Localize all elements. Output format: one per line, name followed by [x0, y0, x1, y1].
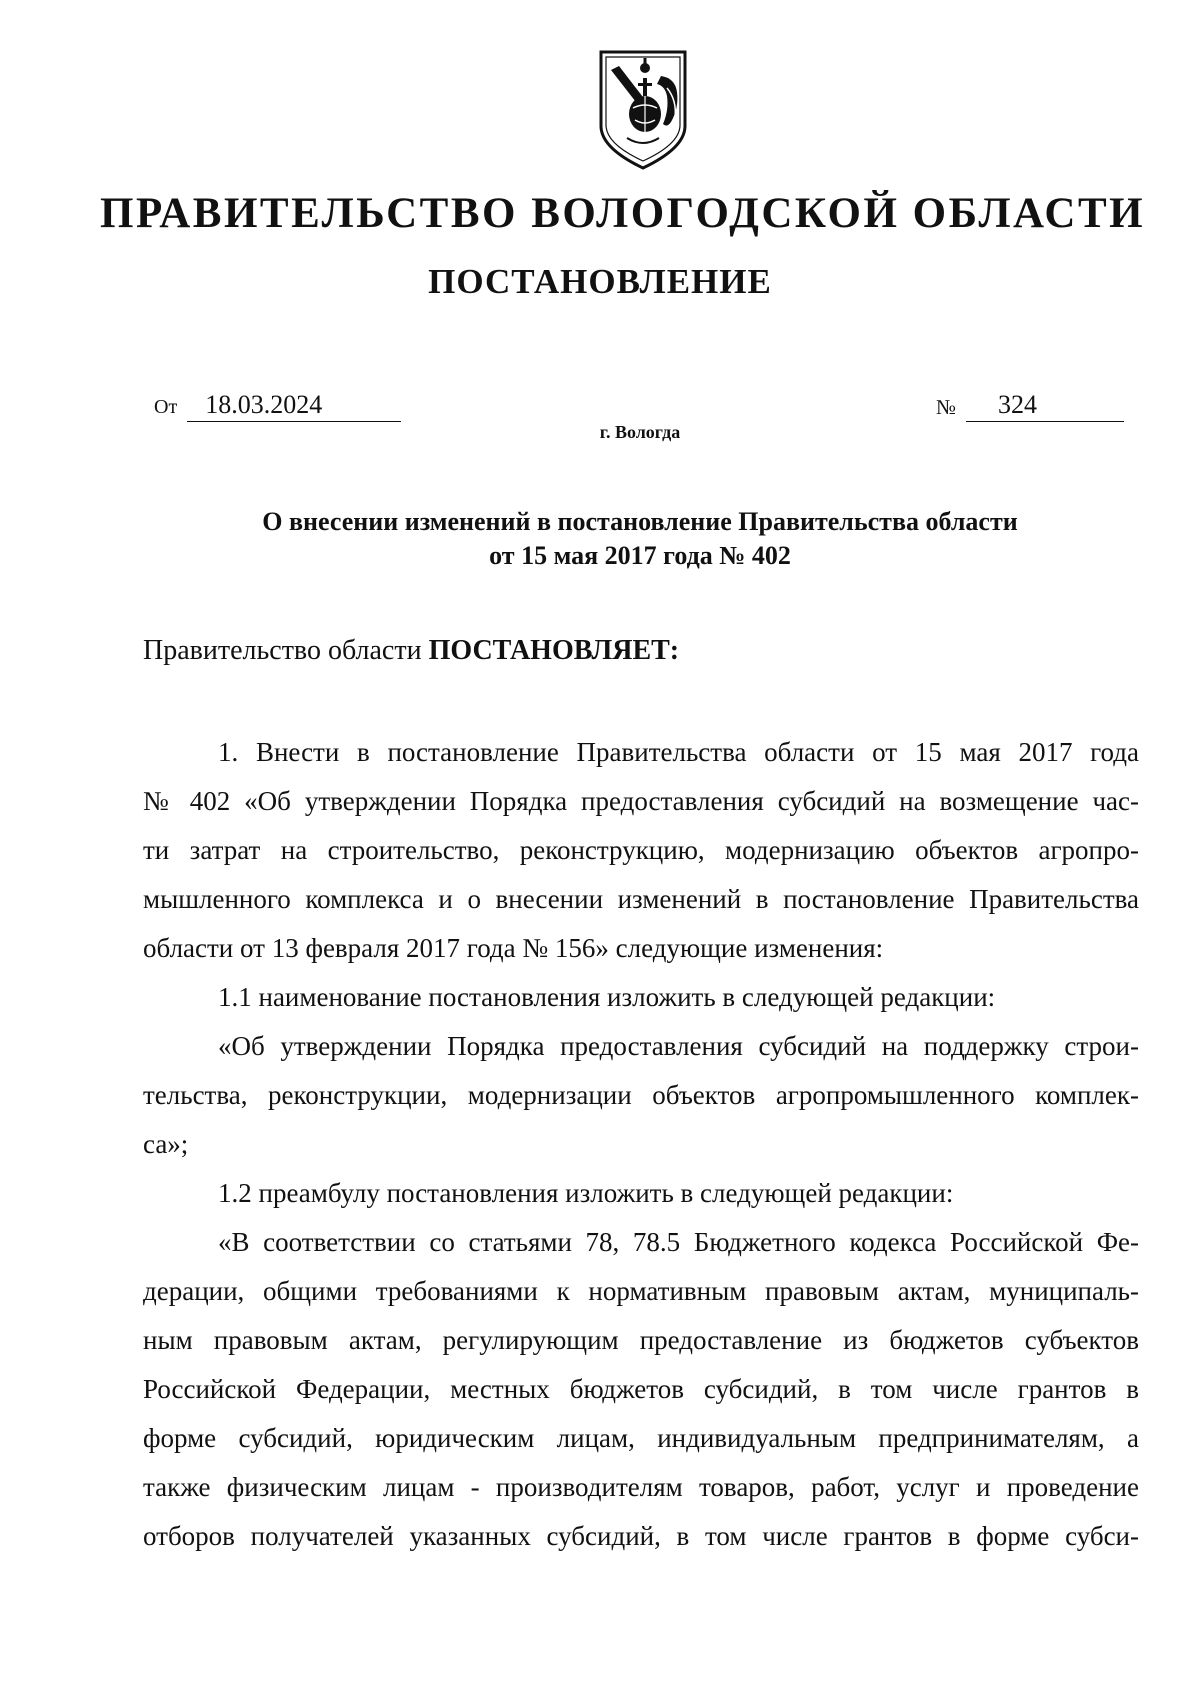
body-line: области от 13 февраля 2017 года № 156» следующие изменения:: [143, 933, 884, 963]
date-label: От: [154, 396, 178, 418]
body-line: отборов получателей указанных субсидий, в том числе грантов в форме субси-: [143, 1521, 1139, 1551]
body-line: ти затрат на строительство, реконструкцию, модернизацию объектов агропро-: [143, 835, 1139, 865]
document-type-title: ПОСТАНОВЛЕНИЕ: [428, 262, 772, 301]
document-body: [143, 728, 1139, 1561]
city-label: г. Вологда: [599, 422, 681, 442]
body-line: дерации, общими требованиями к нормативным правовым актам, муниципаль-: [143, 1276, 1139, 1306]
body-line: «В соответствии со статьями 78, 78.5 Бюджетного кодекса Российской Фе-: [218, 1227, 1139, 1257]
number-value: 324: [966, 389, 1124, 422]
body-line: Российской Федерации, местных бюджетов субсидий, в том числе грантов в: [143, 1374, 1139, 1404]
body-line: мышленного комплекса и о внесении изменений в постановление Правительства: [143, 884, 1139, 914]
preamble-emphasis: ПОСТАНОВЛЯЕТ:: [428, 635, 680, 666]
body-line: форме субсидий, юридическим лицам, индивидуальным предпринимателям, а: [143, 1423, 1139, 1453]
government-title: ПРАВИТЕЛЬСТВО ВОЛОГОДСКОЙ ОБЛАСТИ: [100, 190, 1146, 237]
body-line: 1.2 преамбулу постановления изложить в следующей редакции:: [218, 1178, 954, 1208]
document-subject: [140, 505, 1140, 573]
body-line: 1. Внести в постановление Правительства области от 15 мая 2017 года: [218, 737, 1139, 767]
body-line: 1.1 наименование постановления изложить в следующей редакции:: [218, 982, 996, 1012]
date-value: 18.03.2024: [187, 389, 401, 422]
body-line: са»;: [143, 1129, 189, 1159]
body-line: «Об утверждении Порядка предоставления субсидий на поддержку строи-: [218, 1031, 1139, 1061]
body-line: № 402 «Об утверждении Порядка предоставления субсидий на возмещение час-: [143, 786, 1139, 816]
date-field: [154, 382, 401, 422]
body-line: ным правовым актам, регулирующим предоставление из бюджетов субъектов: [143, 1325, 1139, 1355]
subject-line-2: от 15 мая 2017 года № 402: [489, 541, 791, 570]
number-field: [936, 382, 1124, 422]
preamble-text: Правительство области: [143, 635, 429, 666]
coat-of-arms-icon: [597, 48, 689, 170]
coat-of-arms-emblem: [597, 48, 689, 170]
subject-line-1: О внесении изменений в постановление Правительства области: [262, 507, 1018, 536]
number-label: №: [936, 395, 957, 419]
body-line: тельства, реконструкции, модернизации объектов агропромышленного комплек-: [143, 1080, 1139, 1110]
preamble: [143, 631, 679, 671]
body-line: также физическим лицам - производителям товаров, работ, услуг и проведение: [143, 1472, 1139, 1502]
